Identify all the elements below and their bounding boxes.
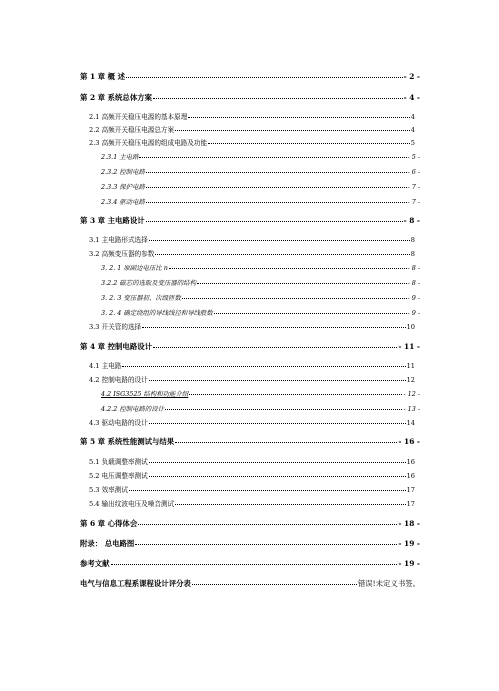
toc-entry-page: - 9 - xyxy=(407,294,420,302)
leader-dots xyxy=(182,297,407,299)
toc-entry-title: 3. 2. 4 确定绕组的导线线径和导线股数 xyxy=(101,309,213,317)
leader-dots xyxy=(149,461,406,463)
toc-entry[interactable] xyxy=(80,438,420,445)
toc-entry-page: - 19 - xyxy=(398,539,420,548)
toc-entry[interactable] xyxy=(80,560,420,567)
leader-dots xyxy=(146,171,407,173)
toc-entry[interactable] xyxy=(89,363,415,370)
toc-entry-title: 4.2.2 控制电路的设计 xyxy=(101,405,165,413)
leader-dots xyxy=(165,408,402,410)
toc-entry[interactable] xyxy=(89,324,415,331)
toc-entry-title: 3.1 主电路形式选择 xyxy=(89,236,148,244)
toc-entry-title: 第 5 章 系统性能测试与结果 xyxy=(80,437,175,446)
toc-entry-page: 10 xyxy=(406,323,415,331)
toc-entry-page: - 8 - xyxy=(407,264,420,272)
leader-dots xyxy=(192,583,357,585)
toc-entry[interactable] xyxy=(80,580,420,587)
toc-entry-page: 4 xyxy=(410,113,415,121)
toc-entry-page: 17 xyxy=(406,486,415,494)
toc-entry-title: 附录： 总电路图 xyxy=(80,539,135,548)
toc-entry-page: 8 xyxy=(410,236,415,244)
toc-entry-title: 2.3.1 主电路 xyxy=(101,153,139,161)
toc-entry[interactable] xyxy=(89,127,415,134)
toc-entry-title: 2.3 高频开关稳压电源的组成电路及功能 xyxy=(89,139,208,147)
toc-entry-page: - 12 - xyxy=(403,390,420,398)
toc-entry-title: 第 1 章 概 述 xyxy=(80,72,125,81)
toc-entry[interactable] xyxy=(80,217,420,224)
toc-entry-page: 16 xyxy=(406,472,415,480)
toc-entry-title: 电气与信息工程系课程设计评分表 xyxy=(80,579,191,588)
leader-dots xyxy=(139,156,406,158)
toc-entry-page: 5 xyxy=(410,139,415,147)
toc-entry[interactable] xyxy=(89,114,415,121)
toc-entry-page: 12 xyxy=(406,376,415,384)
toc-entry-page: - 7 - xyxy=(407,183,420,191)
leader-dots xyxy=(188,116,409,118)
toc-entry[interactable] xyxy=(89,420,415,427)
toc-entry-title: 第 6 章 心得体会 xyxy=(80,519,138,528)
leader-dots xyxy=(122,365,405,367)
toc-entry-page: 16 xyxy=(406,458,415,466)
toc-entry[interactable] xyxy=(101,199,420,205)
toc-entry-title: 3. 2. 1 原副边电压比 n xyxy=(101,264,168,272)
toc-entry[interactable] xyxy=(101,184,420,190)
leader-dots xyxy=(153,97,403,99)
leader-dots xyxy=(142,326,405,328)
toc-entry-page: - 2 - xyxy=(403,72,420,81)
toc-entry-title: 3.2.2 磁芯的选取及变压器的结构 xyxy=(101,279,196,287)
toc-entry-page: - 7 - xyxy=(407,198,420,206)
toc-entry-page: - 16 - xyxy=(398,437,420,446)
toc-entry-page: 错误!未定义书签。 xyxy=(357,579,420,588)
toc-entry-title: 参考文献 xyxy=(80,559,110,568)
toc-entry[interactable] xyxy=(89,487,415,494)
leader-dots xyxy=(153,346,397,348)
leader-dots xyxy=(149,379,406,381)
toc-entry-title: 4.1 主电路 xyxy=(89,362,122,370)
leader-dots xyxy=(189,393,402,395)
toc-entry-title: 2.3.4 驱动电路 xyxy=(101,198,145,206)
toc-entry-title: 5.3 效率测试 xyxy=(89,486,128,494)
toc-entry[interactable] xyxy=(80,94,420,101)
toc-entry[interactable] xyxy=(80,540,420,547)
toc-entry-title: 5.1 负载调整率测试 xyxy=(89,458,148,466)
toc-entry-title: 2.3.2 控制电路 xyxy=(101,168,145,176)
leader-dots xyxy=(126,76,403,78)
toc-entry-title: 3.2 高频变压器的参数 xyxy=(89,250,155,258)
toc-entry-page: - 13 - xyxy=(403,405,420,413)
leader-dots xyxy=(111,563,398,565)
toc-entry-page: - 8 - xyxy=(407,279,420,287)
toc-entry-title: 2.1 高频开关稳压电源的基本原理 xyxy=(89,113,188,121)
toc-entry[interactable] xyxy=(101,295,420,301)
toc-entry-title: 2.2 高频开关稳压电源总方案 xyxy=(89,126,175,134)
leader-dots xyxy=(149,422,406,424)
leader-dots xyxy=(138,523,397,525)
toc-entry-title: 4.2 控制电路的设计 xyxy=(89,376,148,384)
toc-entry-page: - 8 - xyxy=(403,216,420,225)
toc-entry-page: - 9 - xyxy=(407,309,420,317)
leader-dots xyxy=(135,543,397,545)
toc-entry-page: 14 xyxy=(406,419,415,427)
toc-entry[interactable] xyxy=(80,73,420,80)
toc-entry-title: 第 3 章 主电路设计 xyxy=(80,216,145,225)
toc-entry-page: - 5 - xyxy=(407,153,420,161)
toc-entry-page: 4 xyxy=(410,126,415,134)
leader-dots xyxy=(214,312,407,314)
toc-entry[interactable] xyxy=(101,391,420,397)
leader-dots xyxy=(155,253,409,255)
toc-entry[interactable] xyxy=(89,140,415,147)
toc-entry-title: 3.3 开关管的选择 xyxy=(89,323,142,331)
leader-dots xyxy=(149,239,410,241)
toc-entry-page: - 11 - xyxy=(398,342,420,351)
toc-entry-title: 第 2 章 系统总体方案 xyxy=(80,93,152,102)
leader-dots xyxy=(149,475,406,477)
toc-entry[interactable] xyxy=(101,280,420,286)
toc-entry[interactable] xyxy=(101,310,420,316)
toc-entry-title: 第 4 章 控制电路设计 xyxy=(80,342,152,351)
toc-entry-page: 11 xyxy=(406,362,415,370)
leader-dots xyxy=(208,142,410,144)
toc-entry-title: 5.4 输出纹波电压及噪音测试 xyxy=(89,500,175,508)
toc-entry-page: - 4 - xyxy=(403,93,420,102)
toc-entry[interactable] xyxy=(89,473,415,480)
toc-entry[interactable] xyxy=(80,343,420,350)
leader-dots xyxy=(129,489,406,491)
toc-entry-title: 5.2 电压调整率测试 xyxy=(89,472,148,480)
toc-entry[interactable] xyxy=(89,459,415,466)
toc-entry-title: 2.3.3 保护电路 xyxy=(101,183,145,191)
leader-dots xyxy=(146,220,403,222)
toc-entry-page: 17 xyxy=(406,500,415,508)
leader-dots xyxy=(175,129,410,131)
toc-entry[interactable] xyxy=(89,251,415,258)
toc-entry-page: - 19 - xyxy=(398,559,420,568)
toc-entry[interactable] xyxy=(101,154,420,160)
toc-entry-page: - 6 - xyxy=(407,168,420,176)
toc-entry[interactable] xyxy=(101,406,420,412)
toc-entry[interactable] xyxy=(89,377,415,384)
toc-entry[interactable] xyxy=(80,520,420,527)
toc-entry-title: 4.3 驱动电路的设计 xyxy=(89,419,148,427)
toc-entry[interactable] xyxy=(101,169,420,175)
toc-entry-title: 3. 2. 3 变压器初、次级匝数 xyxy=(101,294,181,302)
leader-dots xyxy=(146,186,407,188)
toc-entry-page: - 18 - xyxy=(398,519,420,528)
leader-dots xyxy=(146,201,407,203)
leader-dots xyxy=(197,282,407,284)
toc-entry[interactable] xyxy=(89,501,415,508)
toc-entry[interactable] xyxy=(89,237,415,244)
toc-entry[interactable] xyxy=(101,265,420,271)
leader-dots xyxy=(175,503,405,505)
toc-entry-page: 8 xyxy=(410,250,415,258)
toc-entry-title: 4.2 ISG3525 结构和功能介绍 xyxy=(101,390,189,398)
leader-dots xyxy=(175,441,397,443)
leader-dots xyxy=(169,267,407,269)
